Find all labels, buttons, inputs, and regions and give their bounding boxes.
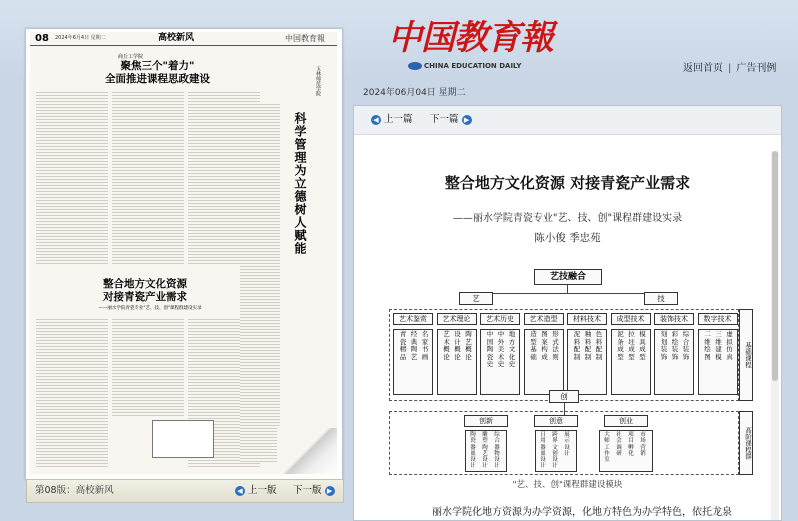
arrow-right-icon: ▶ (462, 115, 472, 125)
headline-1-line-2: 全面推进课程思政建设 (105, 73, 210, 85)
course-category-box: 材料技术 (567, 313, 607, 325)
course-item-label: 拉 坯 成 型 (628, 330, 635, 361)
next-page-button[interactable] (293, 480, 338, 502)
course-category-box: 数字技术 (698, 313, 738, 325)
course-item-label: 名 家 书 画 (421, 330, 429, 361)
chuang-item-label: 日 用 器 皿 设 计 (540, 432, 546, 470)
page-section-title: 高校新风 (158, 33, 195, 43)
arrow-left-icon: ◀ (371, 115, 381, 125)
page-number: 08 (35, 33, 49, 44)
course-category-box: 装饰技术 (654, 313, 694, 325)
course-item-label: 图 案 构 成 (541, 330, 548, 361)
diagram-caption: "艺、技、创"课程群建设模块 (512, 480, 623, 490)
home-link[interactable]: 返回首页 (683, 63, 723, 74)
page-curl[interactable] (277, 428, 337, 474)
headline-1-line-1: 聚焦三个"着力" (120, 60, 195, 72)
article-nav-bar (354, 106, 781, 135)
article-kicker-1: 商丘工学院 (118, 54, 144, 60)
headline-2-line-2: 对接青瓷产业需求 (103, 291, 187, 303)
next-article-button[interactable] (430, 106, 475, 134)
course-item-label: 三 维 建 模 (715, 330, 722, 361)
course-item-label: 地 方 文 化 史 (508, 330, 516, 368)
course-item-label: 设 计 概 论 (454, 330, 461, 361)
course-item-label: 釉 料 配 制 (584, 330, 592, 361)
course-item-label: 综 合 装 饰 (682, 330, 690, 361)
logo-swoosh-icon (408, 62, 422, 70)
ad-rates-link[interactable]: 广告刊例 (736, 63, 777, 74)
diagram-top-box: 艺技融合 (534, 269, 602, 285)
text-column (112, 90, 184, 265)
course-item-label: 形 式 法 则 (552, 330, 559, 361)
advanced-label: 高阶课程群 (739, 411, 753, 475)
course-item-label: 陶 艺 概 论 (465, 330, 472, 361)
course-category-box: 艺术历史 (480, 313, 520, 325)
article-kicker-2: 玉林师范学院 (315, 66, 321, 96)
text-column (112, 317, 184, 417)
headline-1[interactable] (60, 60, 255, 86)
course-item-label: 中 外 美 术 史 (497, 330, 505, 368)
course-category-box: 成型技术 (611, 313, 651, 325)
article-panel (353, 105, 782, 521)
newspaper-header-bar (30, 32, 337, 46)
newspaper-page-image[interactable] (30, 32, 337, 474)
text-column (36, 90, 108, 265)
article-body-text: 丽水学院化地方资源为办学资源，化地方特色为办学特色，依托龙泉 (432, 507, 732, 518)
page-masthead: 中国教育報 (285, 34, 325, 43)
chuang-item-label: 大 师 工 作 室 (604, 432, 610, 464)
chuang-item-label: 雕 塑 陶 艺 设 计 (482, 432, 488, 470)
course-item-label: 刻 划 装 饰 (660, 330, 668, 361)
course-item-label: 二 维 绘 图 (704, 330, 711, 361)
logo-english-text: CHINA EDUCATION DAILY (424, 62, 522, 70)
arrow-left-icon: ◀ (235, 486, 245, 496)
prev-article-label: 上一篇 (384, 114, 413, 125)
arrow-right-icon: ▶ (325, 486, 335, 496)
course-item-label: 泥 条 成 型 (617, 330, 624, 361)
course-item-label: 泥 料 配 制 (573, 330, 581, 361)
chuang-item-label: 展 示 设 计 (564, 432, 570, 457)
diagram-chuang-box: 创 (549, 390, 579, 403)
prev-page-label: 上一版 (248, 485, 277, 496)
chuang-category-box: 创新 (464, 415, 508, 427)
article-authors: 陈小俊 季忠苑 (534, 232, 601, 244)
headline-2[interactable] (70, 278, 220, 304)
course-module-diagram (389, 269, 752, 479)
next-article-label: 下一篇 (430, 114, 459, 125)
course-item-label: 中 国 陶 瓷 史 (486, 330, 494, 368)
diagram-yi-box: 艺 (459, 292, 493, 305)
newspaper-page-viewer[interactable] (25, 28, 343, 480)
course-item-label: 色 料 配 制 (595, 330, 603, 361)
chuang-item-label: 市 场 营 销 (640, 432, 646, 457)
vertical-headline[interactable]: 科学管理为立德树人赋能 (293, 112, 307, 255)
course-item-label: 造 型 基 础 (530, 330, 537, 361)
link-separator: | (728, 63, 732, 74)
course-item-label: 彩 绘 装 饰 (671, 330, 679, 361)
chuang-category-box: 创意 (534, 415, 578, 427)
site-logo[interactable]: 中国教育報 (388, 18, 553, 58)
chuang-item-label: 跨 界 文 创 设 计 (552, 432, 558, 470)
course-item-label: 虚 拟 仿 真 (726, 330, 733, 361)
course-item-label: 模 具 成 型 (639, 330, 646, 361)
site-logo-english (408, 62, 522, 70)
page-navigation-bar (26, 479, 344, 503)
course-category-box: 艺术鉴赏 (393, 313, 433, 325)
course-item-label: 经 典 陶 艺 (410, 330, 418, 361)
next-page-label: 下一版 (293, 485, 322, 496)
foundation-label: 基础课程 (739, 309, 753, 401)
course-category-box: 艺术造型 (524, 313, 564, 325)
top-links (683, 59, 776, 74)
date-bar: 2024年06月04日 星期二 (363, 88, 466, 98)
chuang-item-label: 综 合 器 物 设 计 (494, 432, 500, 470)
chuang-item-label: 项 目 孵 化 (628, 432, 634, 457)
article-subtitle: ——丽水学院青瓷专业"艺、技、创"课程群建设实录 (452, 213, 683, 224)
scrollbar[interactable] (771, 151, 779, 520)
connector-line (567, 285, 568, 293)
prev-page-button[interactable] (232, 480, 277, 502)
chuang-category-box: 创业 (604, 415, 648, 427)
course-item-label: 青 瓷 精 品 (399, 330, 407, 361)
page-date-small: 2024年6月4日 星期二 (55, 35, 106, 41)
chuang-item-label: 社 会 调 研 (616, 432, 622, 457)
text-column (240, 102, 280, 462)
headline-2-line-1: 整合地方文化资源 (103, 278, 187, 290)
diagram-ji-box: 技 (644, 292, 678, 305)
mini-diagram-thumbnail (152, 420, 214, 458)
course-item-label: 艺 术 概 论 (443, 330, 450, 361)
prev-article-button[interactable] (368, 106, 413, 134)
article-title: 整合地方文化资源 对接青瓷产业需求 (444, 174, 691, 192)
chuang-item-label: 陶 瓷 器 皿 设 计 (470, 432, 476, 470)
course-category-box: 艺术理论 (437, 313, 477, 325)
current-page-label: 第08版：高校新风 (35, 485, 114, 496)
text-column (36, 317, 108, 467)
headline-2-subtitle: ——丽水学院青瓷专业"艺、技、创"课程群建设实录 (98, 306, 202, 311)
